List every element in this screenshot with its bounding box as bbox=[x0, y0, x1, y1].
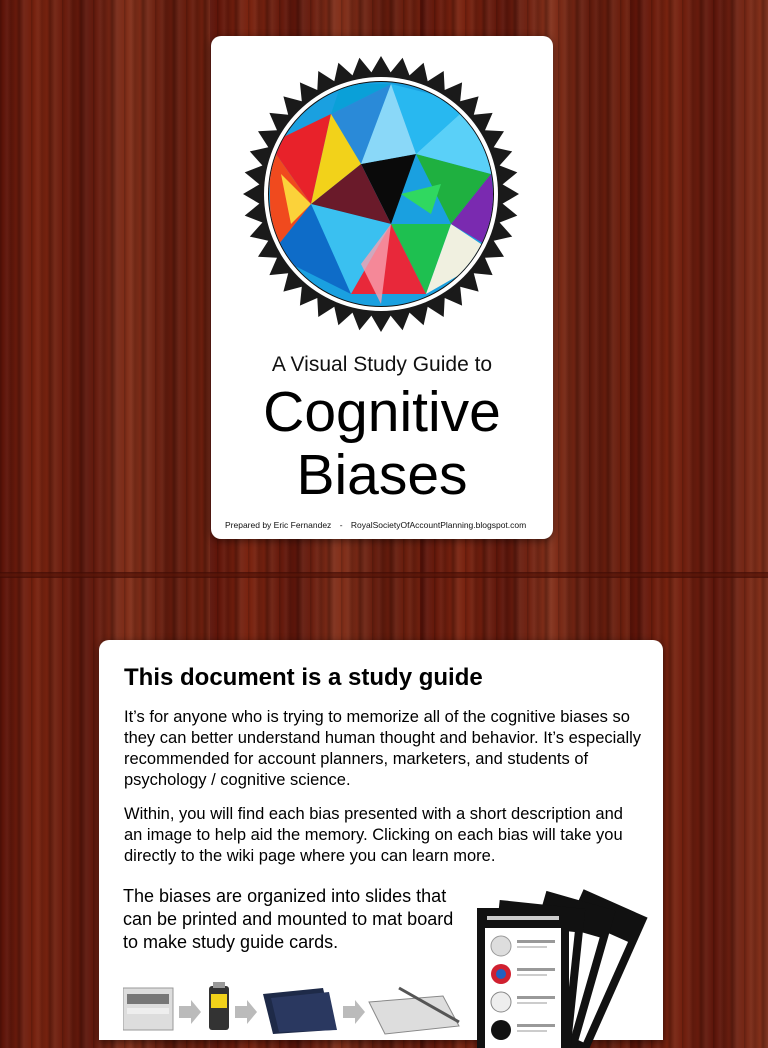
cover-card bbox=[211, 36, 553, 539]
credit-separator: - bbox=[339, 520, 343, 530]
printing-process-illustration bbox=[123, 982, 463, 1042]
intro-paragraph-3: The biases are organized into slides that can be printed and mounted to mat board to make study guide cards. bbox=[123, 886, 454, 952]
cover-title-line2: Biases bbox=[296, 443, 468, 507]
study-cards-illustration bbox=[477, 888, 657, 1048]
cover-title bbox=[211, 381, 553, 507]
intro-page bbox=[99, 640, 663, 1040]
intro-paragraph-1: It’s for anyone who is trying to memorize all of the cognitive biases so they can better understand human thought and behavior. It’s especially recommended for account planners, marketers, and students of psychology / cognitive science. bbox=[124, 708, 642, 789]
credit-prepared: Prepared by Eric Fernandez bbox=[225, 520, 332, 530]
cover-title-line1: Cognitive bbox=[263, 380, 501, 444]
intro-paragraph-2: Within, you will find each bias presented with a short description and an image to help aid the memory. Clicking on each bias will take you directly to the wiki page where you can learn more. bbox=[124, 805, 623, 865]
cover-subtitle: A Visual Study Guide to bbox=[271, 353, 493, 376]
seal-illustration bbox=[241, 54, 521, 334]
credit-site-link[interactable]: RoyalSocietyOfAccountPlanning.blogspot.com bbox=[350, 520, 527, 530]
intro-heading: This document is a study guide bbox=[124, 664, 483, 691]
wood-seam bbox=[0, 572, 768, 578]
cover-credit bbox=[225, 520, 545, 530]
